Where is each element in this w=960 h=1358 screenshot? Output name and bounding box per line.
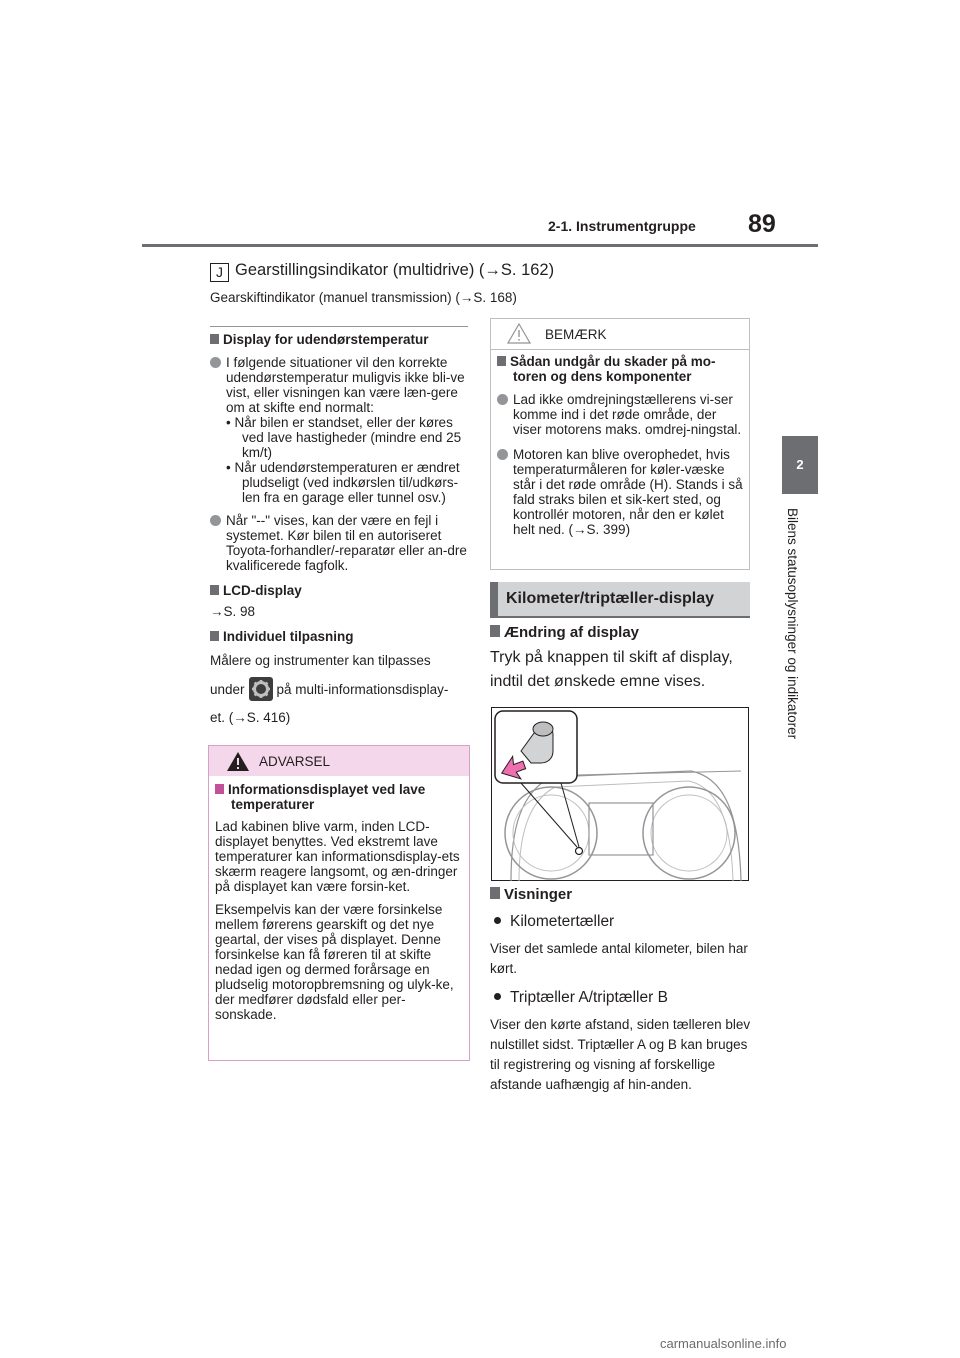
banner-bar [490,582,498,616]
chapter-tab: 2 [782,436,818,494]
j-item [210,261,554,282]
banner-title: Kilometer/triptæller-display [506,590,715,607]
section-title: 2-1. Instrumentgruppe [548,218,696,234]
indiv-text-2: under på multi-informationsdisplay- [210,677,468,701]
warning-title: ADVARSEL [259,754,331,769]
odo-text: Viser det samlede antal kilometer, bilen har kørt. [490,941,748,976]
lcd-heading: LCD-display [210,583,468,598]
note-header [491,319,749,350]
outside-temp-sub-1: • Når bilen er standset, eller der køres ved lave hastigheder (mindre end 25 km/t) [226,415,462,460]
square-bullet-icon [497,356,506,366]
warning-header [209,746,469,776]
bullet-icon [494,993,501,1000]
indiv-text-1: Målere og instrumenter kan tilpasses [210,653,431,668]
note-bullet-2: Motoren kan blive overophedet, hvis temperaturmåleren for køler-væske står i det røde område (H). Stands i så fald straks bilen et sik-kert sted, og kontrollér motoren, når den er kølet helt ned. (→S. 399) [497,447,743,537]
square-bullet-icon [210,585,219,595]
gear-icon [249,677,273,701]
indiv-heading: Individuel tilpasning [210,629,468,644]
j-label-box: J [210,263,229,282]
dot-bullet-icon [497,394,508,405]
square-bullet-icon [210,631,219,641]
warning-heading: Informationsdisplayet ved lave temperaturer [215,782,463,812]
change-heading: Ændring af display [490,624,752,641]
dot-bullet-icon [210,515,221,526]
dot-bullet-icon [210,357,221,368]
page-number: 89 [748,210,776,238]
square-bullet-icon [215,784,224,794]
left-column [210,326,468,725]
instrument-cluster-illustration [491,707,749,881]
square-bullet-icon [210,334,219,344]
warning-box [208,745,470,1061]
bullet-icon [494,917,501,924]
indiv-text-3: et. (→S. 416) [210,710,291,725]
outside-temp-heading: Display for udendørstemperatur [210,332,468,347]
warning-paragraph-2: Eksempelvis kan der være forsinkelse mellem førerens gearskift og det nye geartal, der vises på displayet. Denne forsinkelse kan få føreren til at skifte nedad igen og dermed forårsage en pludselig motoropbremsning og ulyk-ke, der medfører dødsfald eller per-sonskade. [215,902,454,1022]
section-divider [210,326,468,327]
caution-triangle-icon [507,323,531,344]
gearshift-line: Gearskiftindikator (manuel transmission) (→S. 168) [210,290,517,305]
trip-text: Viser den kørte afstand, siden tælleren blev nulstillet sidst. Triptæller A og B kan bruges til registrering og visning af forskellige afstande uafhængig af hin-anden. [490,1017,751,1092]
views-heading: Visninger [490,886,752,903]
change-text: Tryk på knappen til skift af display, indtil det ønskede emne vises. [490,649,733,690]
dot-bullet-icon [497,449,508,460]
note-box [490,318,750,570]
section-banner [490,582,750,618]
outside-temp-bullet-2: Når "--" vises, kan der være en fejl i systemet. Kør bilen til en autoriseret Toyota-forhandler/-reparatør eller an-dre kvalificerede fagfolk. [210,513,468,573]
note-bullet-1: Lad ikke omdrejningstællerens vi-ser komme ind i det røde område, der viser motorens maks. omdrej-ningstal. [497,392,743,437]
views-section [490,886,752,1095]
warning-paragraph-1: Lad kabinen blive varm, inden LCD-displayet benyttes. Ved ekstremt lave temperaturer kan informationsdisplay-ets skærm reagere langsomt, og æn-dringer på displayet kan være forsin-ket. [215,819,460,894]
trip-title: Triptæller A/triptæller B [490,989,752,1007]
header-rule [142,244,818,247]
chapter-title: Bilens statusoplysninger og indikatorer [785,508,800,740]
odo-title: Kilometertæller [490,913,752,931]
change-display-section [490,624,752,694]
note-title: BEMÆRK [545,327,607,342]
warning-triangle-icon [227,752,249,771]
outside-temp-bullet-1: I følgende situationer vil den korrekte udendørstemperatur muligvis ikke bli-ve vist, eller visningen kan være læn-gere om at skifte end normalt: [210,355,468,415]
lcd-ref: →S. 98 [210,604,256,619]
note-heading: Sådan undgår du skader på mo-toren og dens komponenter [497,354,743,384]
outside-temp-sub-2: • Når udendørstemperaturen er ændret pludseligt (ved indkørslen til/udkørs-len fra en garage eller tunnel osv.) [226,460,460,505]
watermark: carmanualsonline.info [660,1336,787,1351]
j-text: Gearstillingsindikator (multidrive) (→S. 162) [235,261,555,279]
square-bullet-icon [490,625,500,637]
square-bullet-icon [490,887,500,899]
